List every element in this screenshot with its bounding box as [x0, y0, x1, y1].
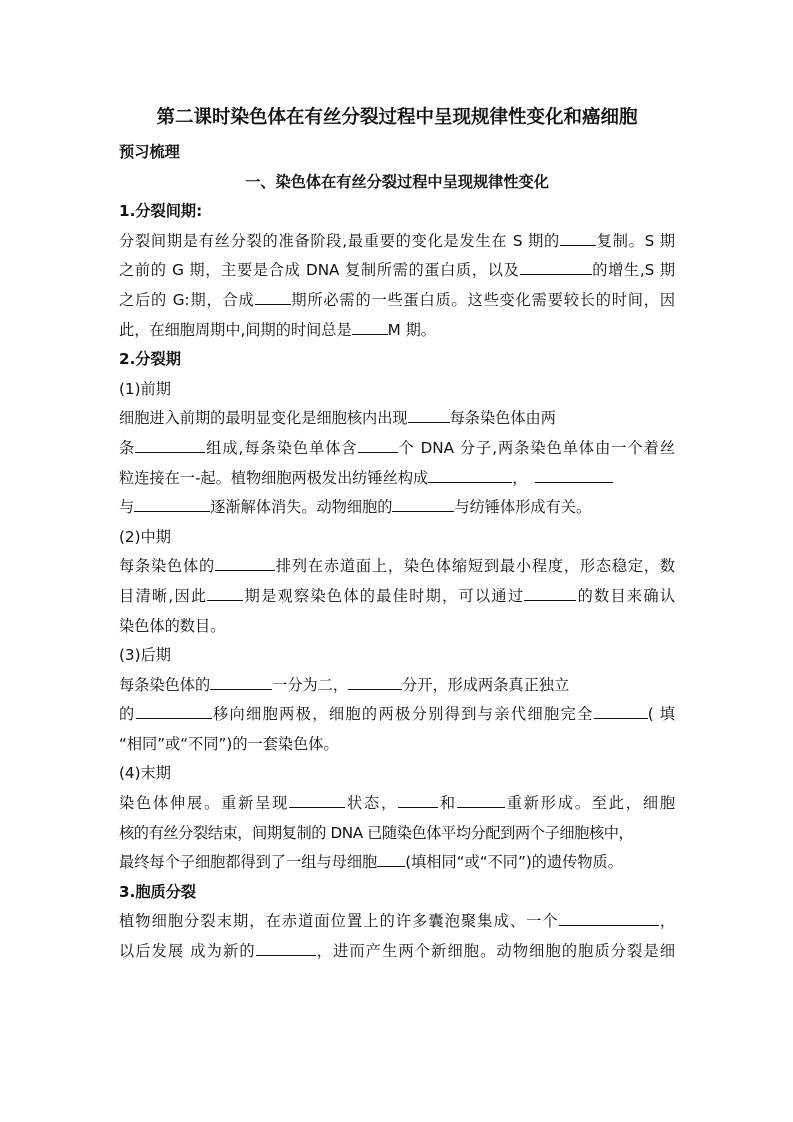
fill-blank[interactable]	[136, 703, 212, 719]
text-segment: 重新形成。至此，细胞	[504, 794, 676, 813]
text-segment: 植物细胞分裂末期，在赤道面位置上的许多囊泡聚集成、一个	[119, 912, 559, 931]
prophase-heading: (1)前期	[119, 379, 171, 398]
metaphase-line-3: 染色体的数目。	[119, 616, 226, 635]
fill-blank[interactable]	[255, 289, 291, 305]
text-segment: ，进而产生两个新细胞。动物细胞的胞质分裂是细	[315, 942, 676, 961]
telophase-line-3	[119, 848, 675, 878]
fill-blank[interactable]	[408, 407, 450, 423]
text-segment: ，	[512, 468, 528, 487]
text-segment: 染色体伸展。重新呈现	[119, 794, 290, 813]
text-segment: 复制。S 期	[596, 231, 676, 250]
text-segment: 排列在赤道面上，染色体缩短到最小程度，形态稳定，数	[275, 557, 675, 576]
text-segment: 目清晰,因此	[119, 586, 208, 605]
fill-blank[interactable]	[210, 674, 272, 690]
fill-blank[interactable]	[134, 496, 210, 512]
text-segment: 状态，	[345, 794, 399, 813]
prophase-line-4	[119, 493, 675, 523]
cytokinesis-heading: 3.胞质分裂	[119, 882, 197, 901]
page-title: 第二课时染色体在有丝分裂过程中呈现规律性变化和癌细胞	[156, 107, 638, 128]
anaphase-line-2	[119, 700, 675, 730]
document-content	[119, 100, 675, 967]
text-segment: 细胞进入前期的最明显变化是细胞核内出现	[119, 409, 408, 428]
text-segment: 以后发展 成为新的	[119, 942, 256, 961]
fill-blank[interactable]	[392, 496, 454, 512]
text-segment: 和	[438, 794, 457, 813]
anaphase-line-3: “相同”或“不同”)的一套染色体。	[119, 734, 339, 753]
interphase-line-1	[119, 227, 675, 257]
prophase-line-2	[119, 434, 675, 464]
fill-blank[interactable]	[457, 792, 505, 808]
text-segment: ，	[658, 912, 676, 931]
text-segment: 每条染色体由两	[449, 409, 556, 428]
text-segment: 每条染色体的	[119, 557, 215, 576]
fill-blank[interactable]	[594, 703, 648, 719]
text-segment: 分裂间期是有丝分裂的准备阶段,最重要的变化是发生在 S 期的	[119, 231, 560, 250]
fill-blank[interactable]	[135, 437, 205, 453]
telophase-heading: (4)末期	[119, 764, 171, 783]
text-segment: 条	[119, 438, 136, 457]
text-segment: 一分为二，	[272, 675, 349, 694]
text-segment: 之后的 G:期，合成	[119, 290, 255, 309]
text-segment: 移向细胞两极，细胞的两极分别得到与亲代细胞完全	[211, 705, 594, 724]
interphase-heading: 1.分裂间期:	[119, 202, 203, 221]
fill-blank[interactable]	[520, 259, 592, 275]
text-segment: 与纺锤体形成有关。	[454, 498, 592, 517]
anaphase-heading: (3)后期	[119, 646, 171, 665]
prophase-line-3	[119, 464, 675, 494]
preview-heading: 预习梳理	[119, 143, 180, 161]
text-segment: 每条染色体的	[119, 675, 211, 694]
metaphase-heading: (2)中期	[119, 527, 171, 546]
text-segment: 的增生,S 期	[591, 261, 676, 280]
prophase-line-1	[119, 404, 675, 434]
text-segment: 之前的 G 期，主要是合成 DNA 复制所需的蛋白质，以及	[119, 261, 520, 280]
text-segment: 逐渐解体消失。动物细胞的	[210, 498, 393, 517]
fill-blank[interactable]	[560, 230, 596, 246]
text-segment: 分开，形成两条真正独立	[402, 675, 570, 694]
text-segment: (填相同“或“不同”)的遗传物质。	[405, 853, 623, 872]
fill-blank[interactable]	[352, 319, 388, 335]
fill-blank[interactable]	[256, 940, 316, 956]
telophase-line-2: 核的有丝分裂结束，间期复制的 DNA 已随染色体平均分配到两个子细胞核中，	[119, 823, 634, 842]
cytokinesis-line-1	[119, 907, 675, 937]
fill-blank[interactable]	[215, 555, 275, 571]
fill-blank[interactable]	[535, 467, 613, 483]
fill-blank[interactable]	[398, 792, 438, 808]
text-segment: 粒连接在一-起。植物细胞两极发出纺锤丝构成	[119, 468, 429, 487]
text-segment: 组成,每条染色单体含	[205, 438, 358, 457]
cytokinesis-line-2	[119, 937, 675, 967]
metaphase-line-1	[119, 552, 675, 582]
metaphase-line-2	[119, 582, 675, 612]
text-segment: 与	[119, 498, 135, 517]
fill-blank[interactable]	[207, 585, 243, 601]
text-segment: 期所必需的一些蛋白质。这些变化需要较长的时间，因	[290, 290, 676, 309]
fill-blank[interactable]	[289, 792, 345, 808]
text-segment: 的	[119, 705, 136, 724]
interphase-line-4	[119, 316, 675, 346]
fill-blank[interactable]	[348, 674, 402, 690]
text-segment: M 期。	[387, 320, 436, 339]
section1-heading: 一、染色体在有丝分裂过程中呈现规律性变化	[245, 172, 549, 191]
fill-blank[interactable]	[358, 437, 398, 453]
text-segment: ( 填	[647, 705, 675, 724]
text-segment: 此，在细胞周期中,间期的时间总是	[119, 320, 352, 339]
text-segment: 最终每个子细胞都得到了一组与母细胞	[119, 853, 378, 872]
text-segment: 的数目来确认	[576, 586, 676, 605]
mitosis-heading: 2.分裂期	[119, 350, 181, 369]
telophase-line-1	[119, 789, 675, 819]
interphase-line-2	[119, 256, 675, 286]
interphase-line-3	[119, 286, 675, 316]
fill-blank[interactable]	[428, 467, 512, 483]
text-segment: 个 DNA 分子,两条染色单体由一个着丝	[397, 438, 676, 457]
fill-blank[interactable]	[377, 851, 405, 867]
anaphase-line-1	[119, 671, 675, 701]
text-segment: 期是观察染色体的最佳时期，可以通过	[243, 586, 525, 605]
fill-blank[interactable]	[524, 585, 576, 601]
fill-blank[interactable]	[559, 910, 659, 926]
